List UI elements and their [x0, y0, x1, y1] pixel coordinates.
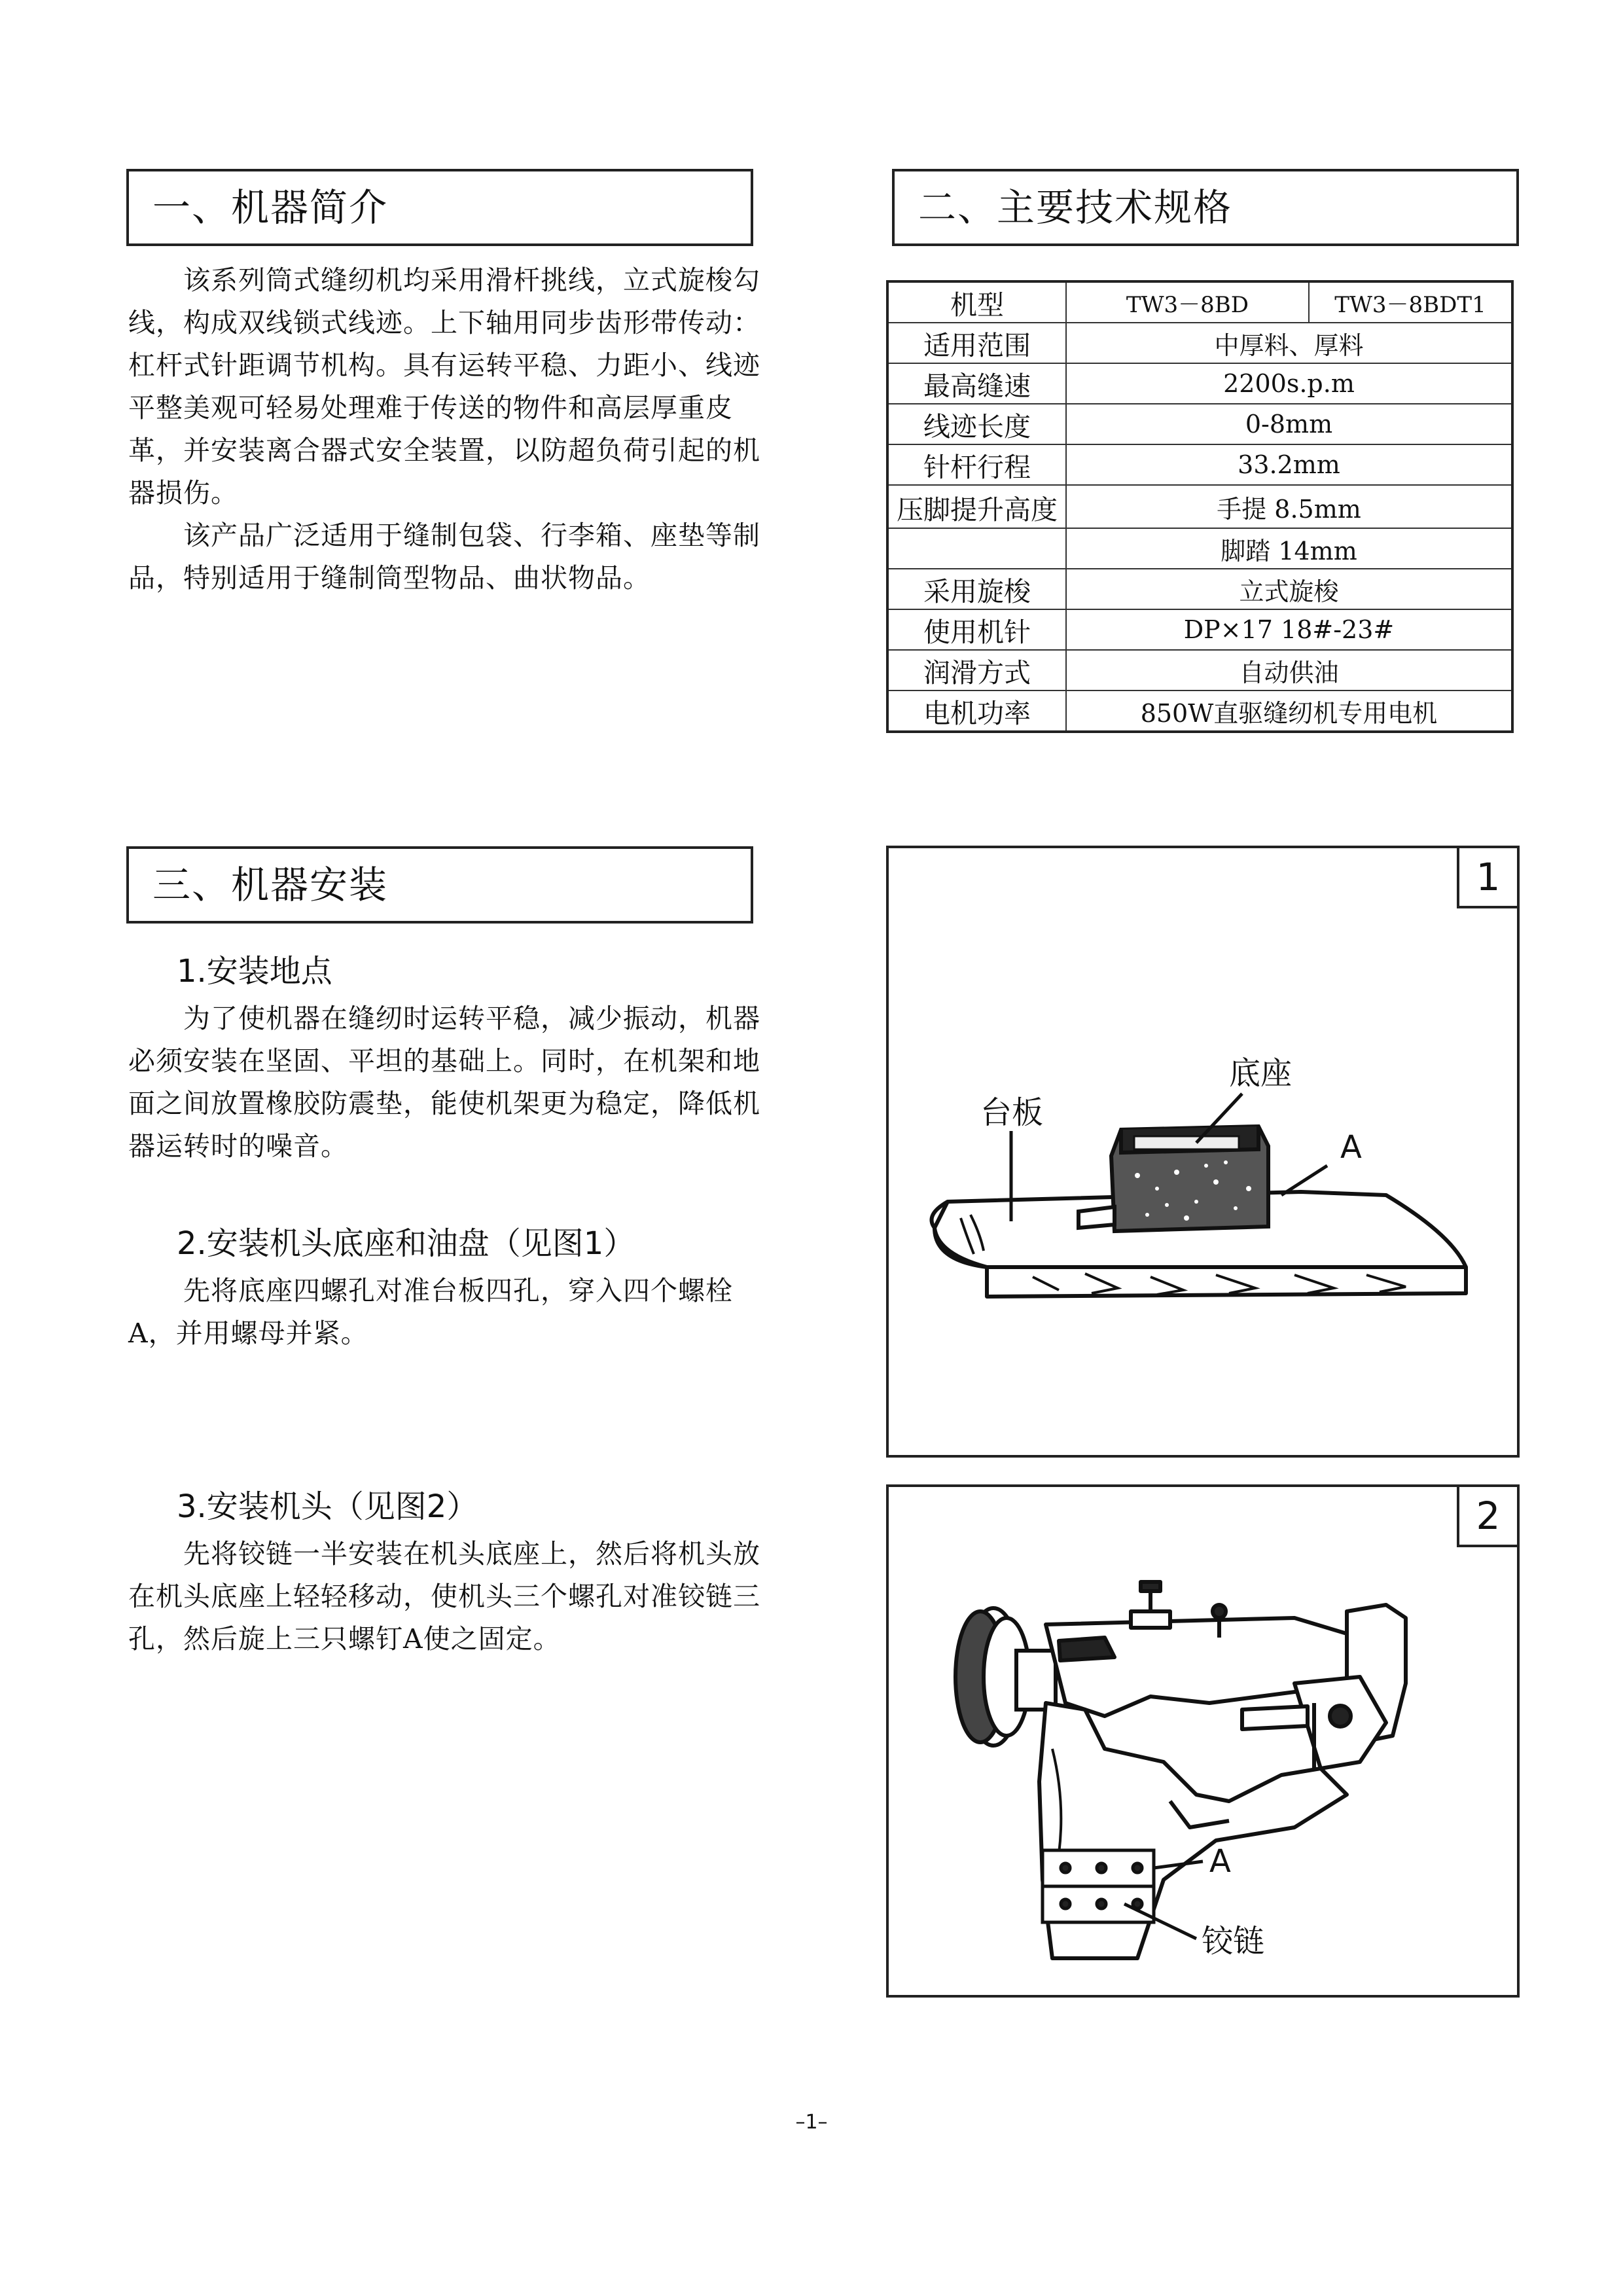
spec-value: 0-8mm: [1066, 404, 1512, 444]
spec-value: DP×17 18#-23#: [1066, 609, 1512, 650]
spec-row: [887, 404, 1512, 444]
spec-label: 压脚提升高度: [887, 485, 1066, 528]
figure2-drawing: [889, 1487, 1517, 1995]
handwheel-shape: [955, 1608, 1056, 1746]
spec-row-model: [887, 281, 1512, 323]
section2-title: [892, 169, 1519, 246]
spec-value: 手提 8.5mm: [1066, 485, 1512, 528]
figure2-frame: [886, 1484, 1520, 1998]
spec-label-model: 机型: [887, 281, 1066, 323]
spec-row: [887, 363, 1512, 404]
step3-heading: 3.安装机头（见图2）: [177, 1488, 478, 1525]
section1-title-text: 一、机器简介: [152, 185, 389, 230]
spec-label: 线迹长度: [887, 404, 1066, 444]
spec-value: 33.2mm: [1066, 444, 1512, 485]
section1-paragraph-2: 该产品广泛适用于缝制包袋、行李箱、座垫等制品，特别适用于缝制筒型物品、曲状物品。: [128, 520, 760, 594]
step2-body: [128, 1270, 767, 1355]
spec-row: [887, 650, 1512, 691]
spec-label: 针杆行程: [887, 444, 1066, 485]
step3-body: [128, 1533, 767, 1660]
spec-value: 自动供油: [1066, 650, 1512, 691]
spec-table: [886, 280, 1514, 733]
spec-label: 最高缝速: [887, 363, 1066, 404]
spec-value: 中厚料、厚料: [1066, 323, 1512, 363]
spec-row: [887, 609, 1512, 650]
step3-text: 先将铰链一半安装在机头底座上，然后将机头放在机头底座上轻轻移动，使机头三个螺孔对准铰链三孔，然后旋上三只螺钉A使之固定。: [128, 1538, 760, 1655]
spec-model-1: TW3－8BD: [1066, 281, 1309, 323]
spec-row: [887, 569, 1512, 609]
spec-row: [887, 691, 1512, 732]
section2-title-text: 二、主要技术规格: [918, 185, 1233, 230]
section3-title-text: 三、机器安装: [152, 863, 389, 907]
figure2-number: 2: [1457, 1484, 1520, 1547]
spec-value: 850W直驱缝纫机专用电机: [1066, 691, 1512, 732]
base-block-shape: [1079, 1126, 1268, 1231]
section1-body: [128, 259, 767, 600]
spec-label: 采用旋梭: [887, 569, 1066, 609]
spec-label: 电机功率: [887, 691, 1066, 732]
spec-label: 润滑方式: [887, 650, 1066, 691]
spec-row: [887, 485, 1512, 528]
spec-label: 使用机针: [887, 609, 1066, 650]
figure1-label-table-board: 台板: [980, 1094, 1044, 1131]
section1-title: [126, 169, 753, 246]
spec-value: 脚踏 14mm: [1066, 528, 1512, 569]
figure1-label-bolt: A: [1340, 1129, 1362, 1166]
section3-title: [126, 846, 753, 924]
spec-row: [887, 323, 1512, 363]
spec-value: 2200s.p.m: [1066, 363, 1512, 404]
figure1-drawing: [889, 848, 1517, 1455]
figure2-label-hinge: 铰链: [1202, 1923, 1265, 1960]
spec-label: 适用范围: [887, 323, 1066, 363]
figure1-number: 1: [1457, 846, 1520, 908]
spec-label: [887, 528, 1066, 569]
figure2-label-screw: A: [1209, 1843, 1231, 1880]
spec-row: [887, 528, 1512, 569]
step2-text: 先将底座四螺孔对准台板四孔，穿入四个螺栓A，并用螺母并紧。: [128, 1275, 733, 1349]
section1-paragraph-1: 该系列筒式缝纫机均采用滑杆挑线，立式旋梭勾线，构成双线锁式线迹。上下轴用同步齿形带传动：杠杆式针距调节机构。具有运转平稳、力距小、线迹平整美观可轻易处理难于传送的物件和高层厚重皮革，并安装离合器式安全装置，以防超负荷引起的机器损伤。: [128, 264, 760, 509]
figure1-label-base: 底座: [1229, 1055, 1293, 1092]
step1-text: 为了使机器在缝纫时运转平稳，减少振动，机器必须安装在坚固、平坦的基础上。同时，在机架和地面之间放置橡胶防震垫，能使机架更为稳定，降低机器运转时的噪音。: [128, 1003, 760, 1162]
figure1-frame: [886, 846, 1520, 1458]
step2-heading: 2.安装机头底座和油盘（见图1）: [177, 1225, 635, 1262]
spec-row: [887, 444, 1512, 485]
step1-heading: 1.安装地点: [177, 953, 332, 990]
page-number: –1–: [795, 2111, 828, 2134]
step1-body: [128, 997, 767, 1168]
spec-model-2: TW3－8BDT1: [1309, 281, 1512, 323]
spec-value: 立式旋梭: [1066, 569, 1512, 609]
